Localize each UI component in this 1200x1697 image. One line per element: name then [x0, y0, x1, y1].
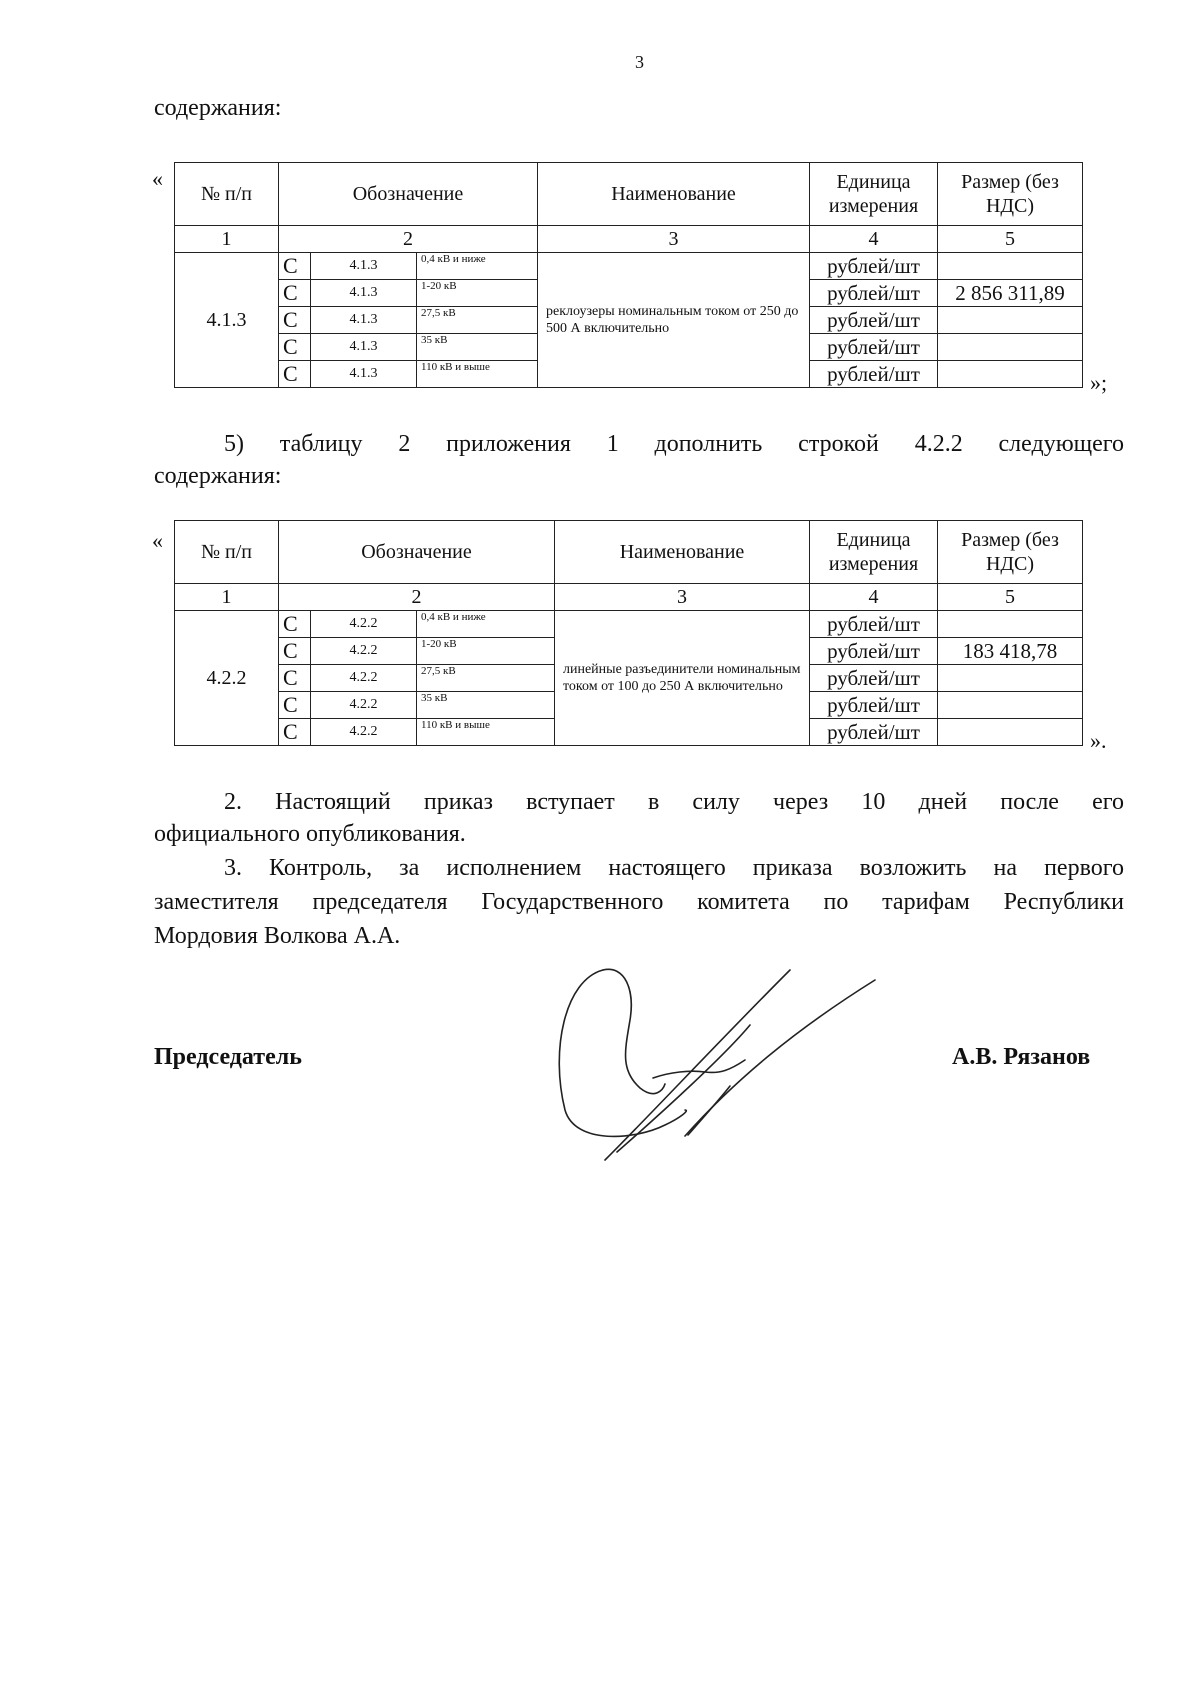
col-number: 2 [279, 226, 538, 253]
row-voltage: 27,5 кВ [417, 307, 538, 334]
row-code: 4.2.2 [311, 692, 417, 719]
row-voltage: 1-20 кВ [417, 638, 555, 665]
page-number: 3 [635, 52, 644, 72]
row-size [938, 719, 1083, 746]
item5-line1: 5) таблицу 2 приложения 1 дополнить строкой 4.2.2 следующего [224, 431, 1124, 457]
row-letter: С [279, 280, 311, 307]
table-header-row [175, 521, 1083, 584]
item-number: 4.2.2 [175, 611, 279, 746]
row-code: 4.1.3 [311, 307, 417, 334]
point3-line3: Мордовия Волкова А.А. [154, 923, 401, 949]
row-letter: С [279, 361, 311, 388]
column-number-row [175, 584, 1083, 611]
row-unit: рублей/шт [810, 361, 938, 388]
row-voltage: 35 кВ [417, 692, 555, 719]
row-size [938, 611, 1083, 638]
row-unit: рублей/шт [810, 334, 938, 361]
col-number: 5 [938, 584, 1083, 611]
header-size: Размер (без НДС) [938, 163, 1083, 226]
row-letter: С [279, 307, 311, 334]
table2-close-mark: ». [1090, 728, 1107, 753]
table1-close-mark: »; [1090, 370, 1108, 395]
row-unit: рублей/шт [810, 692, 938, 719]
table-row [175, 253, 1083, 280]
row-letter: С [279, 692, 311, 719]
point3-line1: 3. Контроль, за исполнением настоящего приказа возложить на первого [224, 855, 1124, 881]
tariff-table-4-2-2 [174, 520, 1083, 746]
intro-tail: содержания: [154, 95, 282, 121]
header-num: № п/п [175, 163, 279, 226]
row-code: 4.2.2 [311, 665, 417, 692]
row-size [938, 665, 1083, 692]
signatory-name: А.В. Рязанов [952, 1044, 1091, 1070]
row-voltage: 1-20 кВ [417, 280, 538, 307]
header-num: № п/п [175, 521, 279, 584]
column-number-row [175, 226, 1083, 253]
item-number: 4.1.3 [175, 253, 279, 388]
row-unit: рублей/шт [810, 665, 938, 692]
col-number: 4 [810, 226, 938, 253]
point2-line2: официального опубликования. [154, 821, 466, 847]
row-letter: С [279, 334, 311, 361]
header-size: Размер (без НДС) [938, 521, 1083, 584]
item-name: линейные разъединители номинальным током от 100 до 250 А включительно [555, 611, 810, 746]
header-designation: Обозначение [279, 163, 538, 226]
row-unit: рублей/шт [810, 638, 938, 665]
row-code: 4.1.3 [311, 253, 417, 280]
row-unit: рублей/шт [810, 307, 938, 334]
row-code: 4.1.3 [311, 334, 417, 361]
item5-line2: содержания: [154, 463, 282, 489]
point2-line1: 2. Настоящий приказ вступает в силу через 10 дней после его [224, 789, 1124, 815]
header-name: Наименование [555, 521, 810, 584]
row-voltage: 110 кВ и выше [417, 361, 538, 388]
row-letter: С [279, 665, 311, 692]
row-size: 183 418,78 [938, 638, 1083, 665]
row-unit: рублей/шт [810, 253, 938, 280]
row-voltage: 0,4 кВ и ниже [417, 253, 538, 280]
row-letter: С [279, 638, 311, 665]
row-size [938, 253, 1083, 280]
col-number: 1 [175, 226, 279, 253]
row-unit: рублей/шт [810, 611, 938, 638]
item-name: реклоузеры номинальным током от 250 до 500 А включительно [538, 253, 810, 388]
header-unit: Единица измерения [810, 521, 938, 584]
header-unit: Единица измерения [810, 163, 938, 226]
row-unit: рублей/шт [810, 280, 938, 307]
row-letter: С [279, 719, 311, 746]
col-number: 3 [555, 584, 810, 611]
row-voltage: 35 кВ [417, 334, 538, 361]
row-size [938, 334, 1083, 361]
tariff-table-4-1-3 [174, 162, 1083, 388]
col-number: 1 [175, 584, 279, 611]
row-letter: С [279, 611, 311, 638]
table-header-row [175, 163, 1083, 226]
col-number: 3 [538, 226, 810, 253]
table1-open-quote: « [152, 166, 163, 191]
row-code: 4.2.2 [311, 611, 417, 638]
row-letter: С [279, 253, 311, 280]
row-unit: рублей/шт [810, 719, 938, 746]
row-code: 4.2.2 [311, 638, 417, 665]
header-designation: Обозначение [279, 521, 555, 584]
col-number: 5 [938, 226, 1083, 253]
row-code: 4.2.2 [311, 719, 417, 746]
row-code: 4.1.3 [311, 361, 417, 388]
row-size [938, 307, 1083, 334]
signatory-position: Председатель [154, 1044, 302, 1070]
col-number: 4 [810, 584, 938, 611]
handwritten-signature [545, 960, 885, 1170]
row-size: 2 856 311,89 [938, 280, 1083, 307]
table-row [175, 611, 1083, 638]
point3-line2: заместителя председателя Государственного комитета по тарифам Республики [154, 889, 1124, 915]
row-size [938, 692, 1083, 719]
table2-open-quote: « [152, 528, 163, 553]
row-voltage: 0,4 кВ и ниже [417, 611, 555, 638]
col-number: 2 [279, 584, 555, 611]
row-size [938, 361, 1083, 388]
row-voltage: 27,5 кВ [417, 665, 555, 692]
header-name: Наименование [538, 163, 810, 226]
row-code: 4.1.3 [311, 280, 417, 307]
row-voltage: 110 кВ и выше [417, 719, 555, 746]
